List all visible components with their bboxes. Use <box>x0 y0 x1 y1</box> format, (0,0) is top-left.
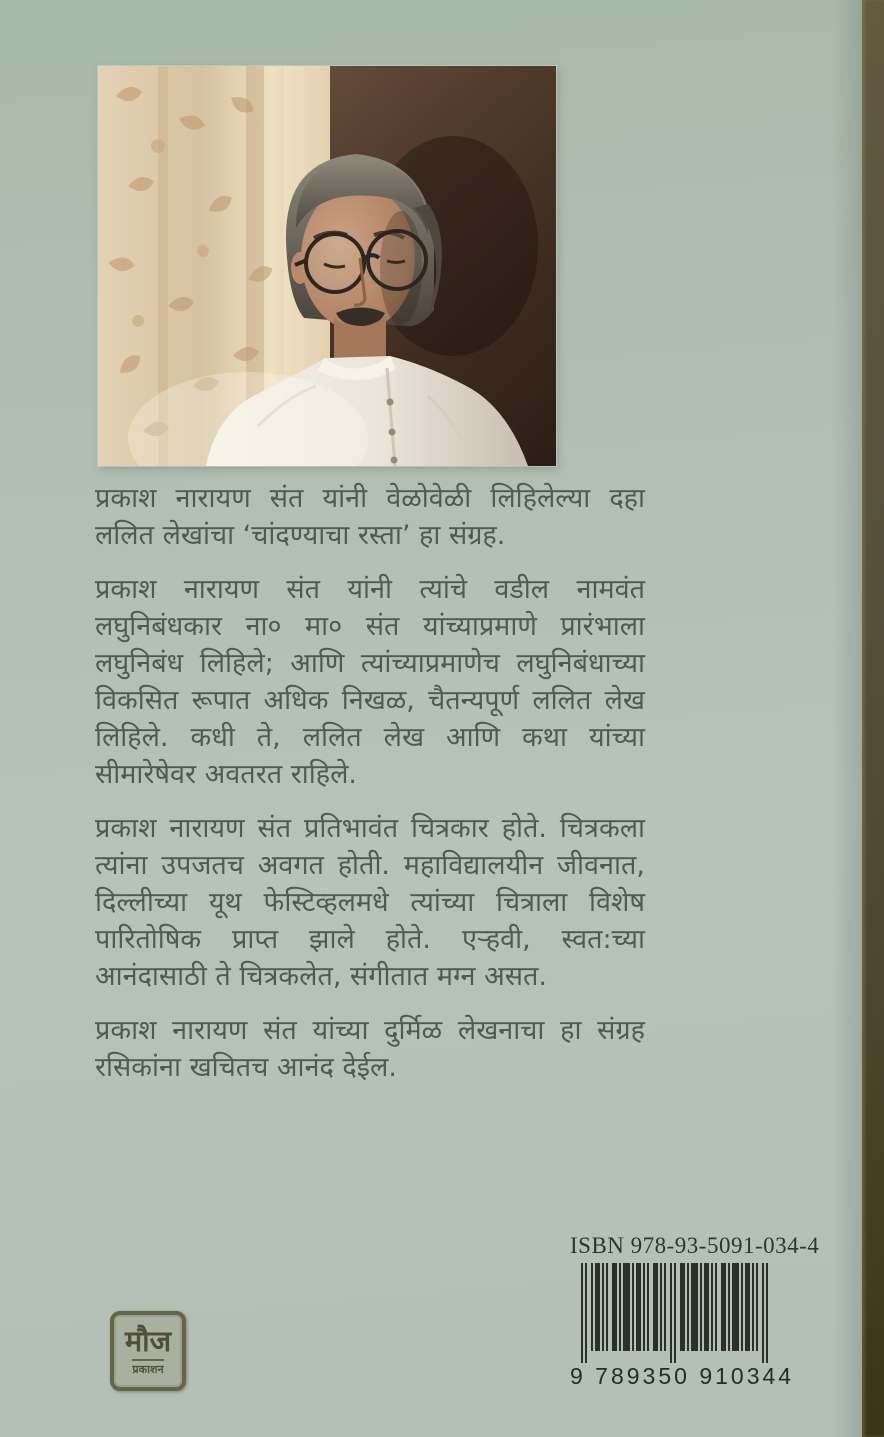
blurb-paragraph-1: प्रकाश नारायण संत यांनी वेळोवेळी लिहिलेल्या दहा ललित लेखांचा ‘चांदण्याचा रस्ता’ हा संग्रह. <box>95 483 645 551</box>
publisher-logo-subtitle: प्रकाशन <box>132 1359 163 1375</box>
back-cover-blurb <box>95 480 645 1103</box>
isbn-number: ISBN 978-93-5091-034-4 <box>570 1233 820 1258</box>
blurb-paragraph-2: प्रकाश नारायण संत यांनी त्यांचे वडील नामवंत लघुनिबंधकार ना० मा० संत यांच्याप्रमाणे प्रारंभाला लघुनिबंध लिहिले; आणि त्यांच्याप्रमाणेच लघुनिबंधाच्या विकसित रूपात अधिक निखळ, चैतन्यपूर्ण ललित लेख लिहिले. कधी ते, ललित लेख आणि कथा यांच्या सीमारेषेवर अवतरत राहिले. <box>95 574 645 790</box>
cover-curve-shadow <box>832 0 862 1437</box>
author-portrait-illustration <box>98 66 556 466</box>
publisher-logo-mouj-prakashan <box>110 1311 186 1391</box>
barcode-digits: 9 789350 910344 <box>570 1363 795 1389</box>
author-photo <box>98 66 556 466</box>
blurb-paragraph-3: प्रकाश नारायण संत प्रतिभावंत चित्रकार होते. चित्रकला त्यांना उपजतच अवगत होती. महाविद्यालयीन जीवनात, दिल्लीच्या यूथ फेस्टिव्हलमधे त्यांच्या चित्राला विशेष पारितोषिक प्राप्त झाले होते. एऱ्हवी, स्वत:च्या आनंदासाठी ते चित्रकलेत, संगीतात मग्न असत. <box>95 813 645 992</box>
blurb-paragraph-4: प्रकाश नारायण संत यांच्या दुर्मिळ लेखनाचा हा संग्रह रसिकांना खचितच आनंद देईल. <box>95 1015 645 1083</box>
isbn-block <box>570 1233 820 1390</box>
publisher-logo-name: मौज <box>124 1324 172 1358</box>
spine-edge <box>862 0 884 1437</box>
